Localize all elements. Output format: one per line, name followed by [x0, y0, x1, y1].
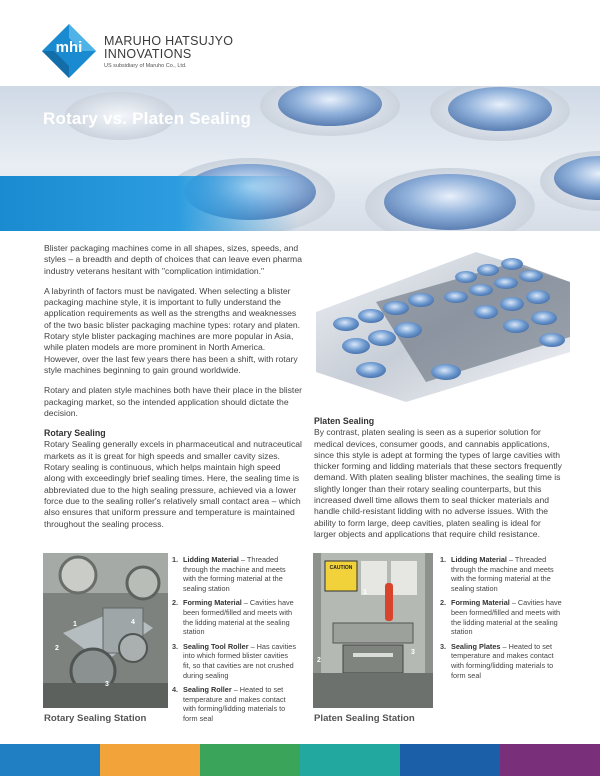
platen-machine-illustration	[313, 553, 433, 708]
footer-segment	[100, 744, 200, 776]
footer-segment	[0, 744, 100, 776]
step-term: Sealing Plates	[451, 641, 501, 651]
list-item	[440, 642, 568, 680]
step-number: 1.	[172, 555, 179, 564]
left-column	[44, 243, 302, 539]
right-column	[314, 416, 564, 549]
list-item	[172, 685, 297, 723]
step-number: 3.	[440, 641, 447, 651]
platen-station-label: Platen Sealing Station	[314, 713, 415, 724]
footer-segment	[200, 744, 300, 776]
intro-paragraph-2: A labyrinth of factors must be navigated. When selecting a blister packaging machine style, it is important to fully understand the application requirements as well as the strengths and weaknesses of the two basic blister packaging machine types: rotary and platen. Rotary style blister packaging machines are more popular in Asia, while platen models are more prominent in North America. However, over the last few years there has been a shift, with rotary style machines beginning to gain ground worldwide.	[44, 285, 301, 375]
list-item	[172, 598, 297, 636]
step-desc: – Cavities have been formed/filled and meets with the lidding material at the sealing station	[451, 598, 562, 637]
step-desc: – Threaded through the machine and meets with the forming material at the sealing station	[183, 555, 286, 593]
step-number: 2.	[172, 598, 179, 608]
platen-heading: Platen Sealing	[314, 416, 375, 426]
list-item	[172, 642, 297, 680]
rotary-photo-number-3: 3	[105, 681, 109, 688]
step-number: 4.	[172, 685, 179, 695]
blister-pack-illustration	[316, 242, 570, 402]
step-term: Forming Material	[451, 598, 510, 608]
caution-sign: CAUTION	[329, 565, 353, 571]
step-desc: – Cavities have been formed/filled and meets with the lidding material at the sealing station	[183, 598, 294, 637]
blister-pack-photo	[316, 242, 570, 402]
rotary-station-label: Rotary Sealing Station	[44, 713, 147, 724]
step-desc: – Heated to set temperature and makes contact with forming/lidding materials to form seal	[451, 641, 554, 680]
logo-text: mhi	[55, 39, 83, 56]
footer-color-band	[0, 744, 600, 776]
platen-body: By contrast, platen sealing is seen as a superior solution for medical devices, consumer goods, and cannabis applications, since this style is adept at forming the types of large cavities with thicker forming and lidding materials that these sectors frequently demand. With platen sealing blister machines, the sealing time is slightly longer than their rotary sealing counterparts, but this increased dwell time allows them to seal thicker materials and handle child-resistant lidding with no adverse issues. With the ability to form large, deep cavities, platen sealing is ideal for larger objects and applications that require child resistance.	[314, 427, 562, 539]
footer-segment	[400, 744, 500, 776]
intro-paragraph-1: Blister packaging machines come in all shapes, sizes, speeds, and styles – a breadth and depth of choices that can leave even pharma industry veterans hesitant with "complication intimidation."	[44, 243, 302, 276]
rotary-photo-number-1: 1	[73, 621, 77, 628]
step-desc: – Has cavities into which formed blister cavities fit, so that cavities are not crushed during sealing	[183, 641, 296, 680]
company-name-line1: MARUHO HATSUJYO	[104, 34, 234, 48]
step-number: 1.	[440, 555, 447, 564]
step-term: Sealing Tool Roller	[183, 641, 249, 651]
rotary-heading: Rotary Sealing	[44, 428, 106, 439]
page-title: Rotary vs. Platen Sealing	[43, 109, 252, 128]
rotary-photo-number-4: 4	[131, 619, 135, 626]
rotary-body: Rotary Sealing generally excels in pharmaceutical and nutraceutical markets as it is great for high speeds and smaller cavity sizes. Rotary sealing is continuous, which helps maintain high speed along with exceedingly brief sealing times. Here, the sealing time is abbreviated due to the high sealing pressure, achieved via a lower force due to the sealing roller's relatively small contact area – which also ensures that uniform pressure and temperature is maintained throughout the sealing process.	[44, 439, 302, 529]
list-item	[440, 598, 568, 636]
platen-photo-number-1: 1	[363, 589, 367, 596]
company-name-line2: INNOVATIONS	[104, 47, 192, 62]
list-item	[172, 555, 297, 593]
step-term: Forming Material	[183, 598, 242, 608]
rotary-steps-list	[172, 555, 297, 729]
step-number: 3.	[172, 641, 179, 651]
intro-paragraph-3: Rotary and platen style machines both have their place in the blister packaging market, so the intended application should dictate the decision.	[44, 385, 302, 418]
platen-station-photo	[313, 553, 433, 708]
rotary-photo-number-2: 2	[55, 645, 59, 652]
rotary-station-photo	[43, 553, 168, 708]
company-name	[104, 35, 233, 70]
title-band	[0, 176, 298, 231]
list-item	[440, 555, 568, 593]
platen-photo-number-3: 3	[411, 649, 415, 656]
company-tagline: US subsidiary of Maruho Co., Ltd.	[104, 63, 187, 70]
step-term: Lidding Material	[183, 555, 239, 564]
step-desc: – Threaded through the machine and meets with the forming material at the sealing station	[451, 555, 554, 593]
platen-photo-number-2: 2	[317, 657, 321, 664]
footer-segment	[500, 744, 600, 776]
platen-steps-list	[440, 555, 568, 685]
hero-banner-image	[0, 86, 600, 231]
step-desc: – Heated to set temperature and makes contact with forming/lidding materials to form seal	[183, 685, 286, 723]
step-term: Sealing Roller	[183, 685, 232, 695]
footer-segment	[300, 744, 400, 776]
step-term: Lidding Material	[451, 555, 507, 564]
step-number: 2.	[440, 598, 447, 608]
